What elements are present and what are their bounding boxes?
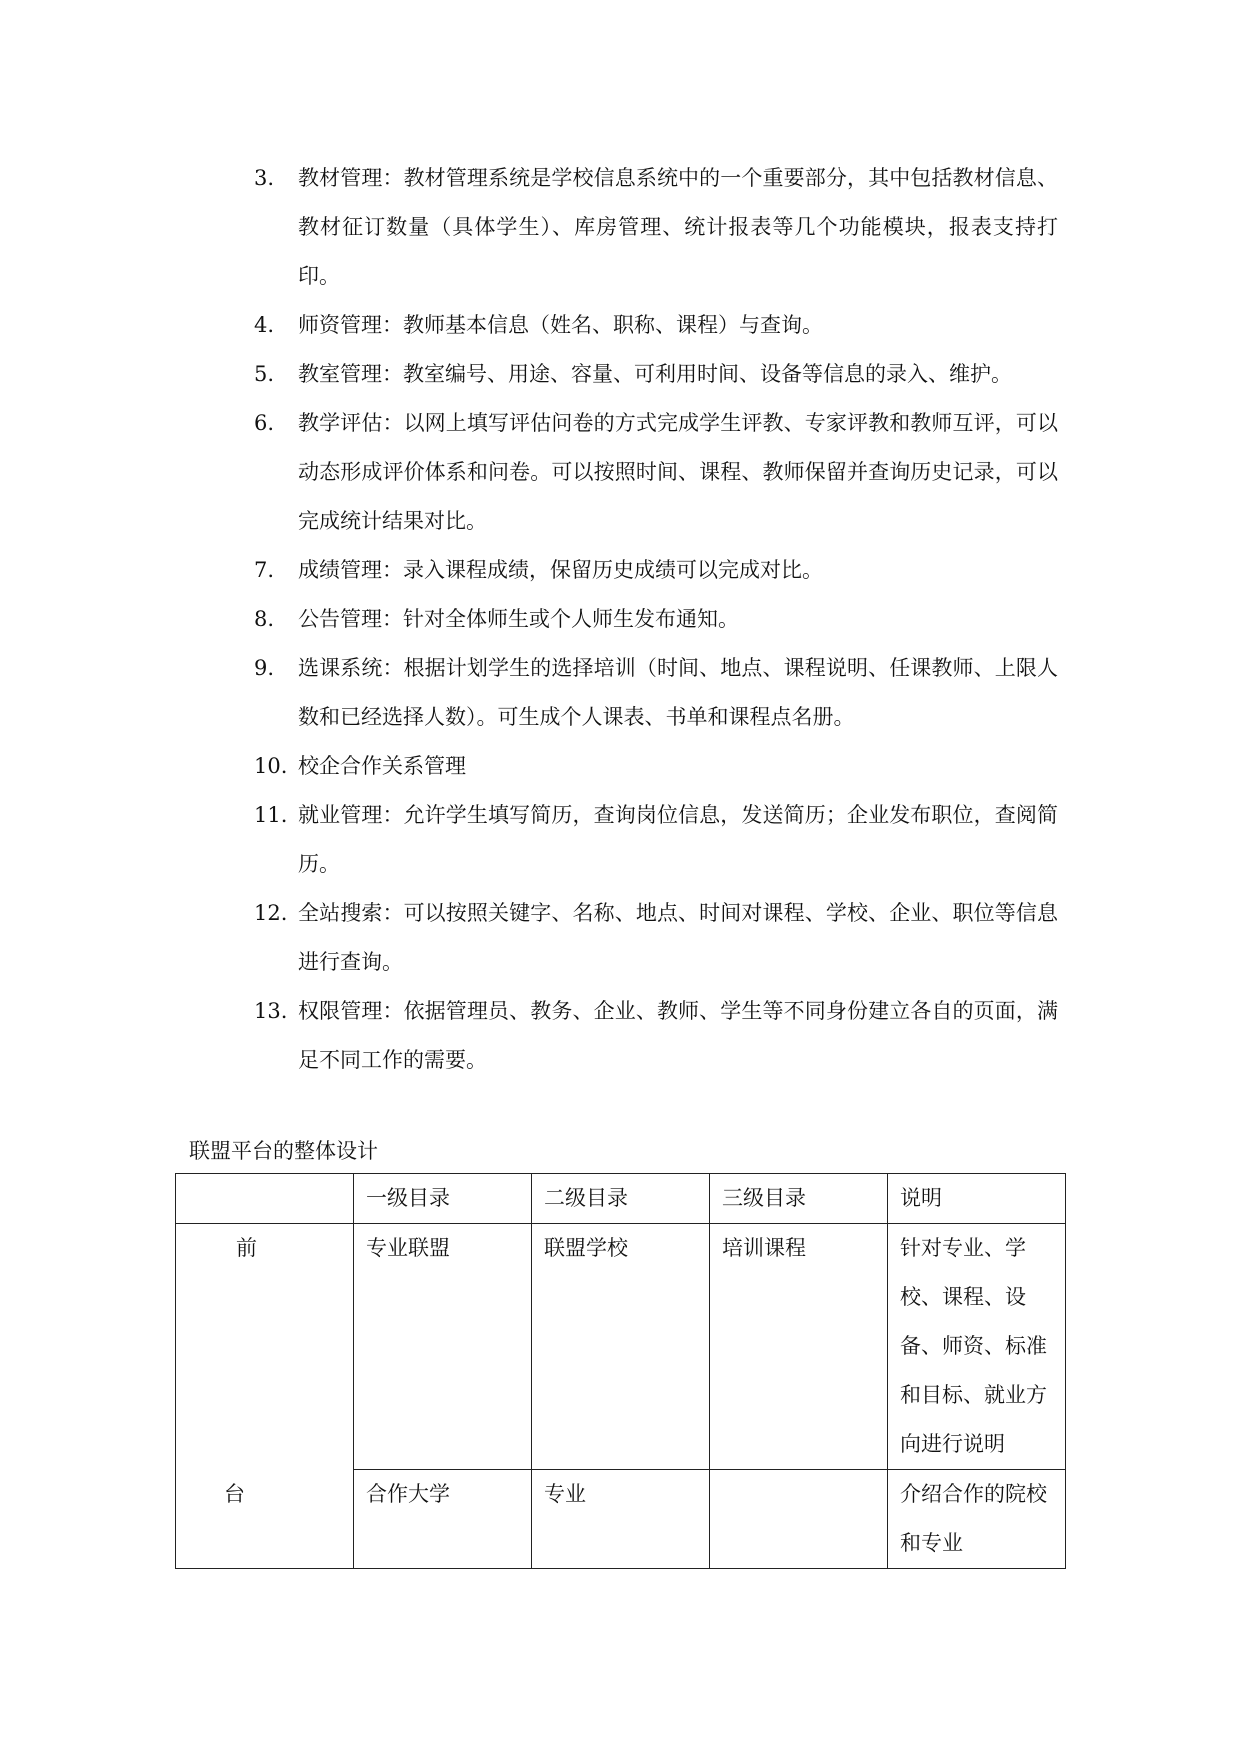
note-cell: 介绍合作的院校和专业 [888, 1470, 1066, 1569]
item-text: 教学评估：以网上填写评估问卷的方式完成学生评教、专家评教和教师互评，可以动态形成评价体系和问卷。可以按照时间、课程、教师保留并查询历史记录，可以完成统计结果对比。 [298, 411, 1058, 533]
item-text: 选课系统：根据计划学生的选择培训（时间、地点、课程说明、任课教师、上限人数和已经选择人数）。可生成个人课表、书单和课程点名册。 [298, 656, 1058, 729]
header-cell: 三级目录 [710, 1174, 888, 1224]
list-item [254, 399, 1058, 546]
item-text: 教材管理：教材管理系统是学校信息系统中的一个重要部分，其中包括教材信息、教材征订数量（具体学生）、库房管理、统计报表等几个功能模块，报表支持打印。 [298, 166, 1058, 288]
level1-cell: 合作大学 [354, 1470, 532, 1569]
design-table [175, 1173, 1066, 1569]
side-label-top: 前 [236, 1236, 257, 1260]
header-cell [176, 1174, 354, 1224]
item-number: 13. [254, 999, 288, 1023]
item-number: 3. [254, 166, 275, 190]
list-item [254, 644, 1058, 742]
item-text: 公告管理：针对全体师生或个人师生发布通知。 [298, 607, 739, 631]
table-header-row [176, 1174, 1066, 1224]
side-cell [176, 1224, 354, 1569]
item-number: 8. [254, 607, 275, 631]
level3-cell: 培训课程 [710, 1224, 888, 1470]
item-text: 全站搜索：可以按照关键字、名称、地点、时间对课程、学校、企业、职位等信息进行查询。 [298, 901, 1058, 974]
list-item [254, 742, 1054, 791]
list-item [254, 154, 1058, 301]
list-item [254, 791, 1058, 889]
item-text: 师资管理：教师基本信息（姓名、职称、课程）与查询。 [298, 313, 823, 337]
list-item [254, 301, 1054, 350]
list-item [254, 350, 1054, 399]
level2-cell: 联盟学校 [532, 1224, 710, 1470]
level3-cell [710, 1470, 888, 1569]
item-number: 7. [254, 558, 275, 582]
item-number: 12. [254, 901, 288, 925]
item-text: 就业管理：允许学生填写简历，查询岗位信息，发送简历；企业发布职位，查阅简历。 [298, 803, 1058, 876]
list-item [254, 595, 1054, 644]
header-cell: 一级目录 [354, 1174, 532, 1224]
header-cell: 说明 [888, 1174, 1066, 1224]
level2-cell: 专业 [532, 1470, 710, 1569]
list-item [254, 987, 1058, 1085]
list-item [254, 546, 1054, 595]
item-text: 成绩管理：录入课程成绩，保留历史成绩可以完成对比。 [298, 558, 823, 582]
table-row [176, 1224, 1066, 1470]
level1-cell: 专业联盟 [354, 1224, 532, 1470]
item-number: 10. [254, 754, 288, 778]
note-cell: 针对专业、学校、课程、设备、师资、标准和目标、就业方向进行说明 [888, 1224, 1066, 1470]
item-number: 5. [254, 362, 275, 386]
item-number: 6. [254, 411, 275, 435]
header-cell: 二级目录 [532, 1174, 710, 1224]
table-caption: 联盟平台的整体设计 [189, 1139, 378, 1163]
item-text: 校企合作关系管理 [298, 754, 466, 778]
item-text: 权限管理：依据管理员、教务、企业、教师、学生等不同身份建立各自的页面，满足不同工作的需要。 [298, 999, 1058, 1072]
list-item [254, 889, 1058, 987]
side-label-bottom: 台 [224, 1482, 245, 1506]
item-text: 教室管理：教室编号、用途、容量、可利用时间、设备等信息的录入、维护。 [298, 362, 1012, 386]
item-number: 11. [254, 803, 288, 827]
numbered-list [254, 154, 1058, 1085]
item-number: 4. [254, 313, 275, 337]
item-number: 9. [254, 656, 275, 680]
